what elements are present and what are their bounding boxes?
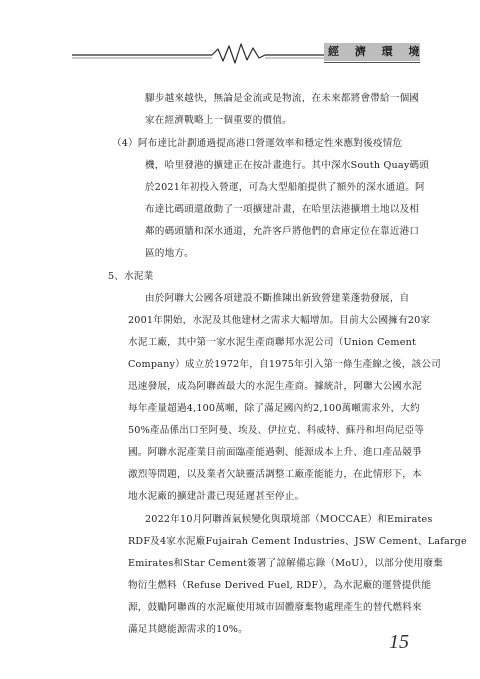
text-line: 迅速發展，成為阿聯酋最大的水泥生產商。據統計，阿聯大公國水泥	[128, 381, 422, 392]
text-line: 國。阿聯水泥產業目前面臨產能過剩、能源成本上升、進口產品競爭	[128, 447, 422, 458]
text-line: Emirates和Star Cement簽署了諒解備忘錄（MoU），以部分使用廢棄	[128, 558, 443, 569]
text-line: 每年產量超過4,100萬噸，除了滿足國內約2,100萬噸需求外，大約	[128, 403, 420, 414]
text-line: 激烈等問題，以及業者欠缺靈活調整工廠產能能力，在此情形下，本	[128, 469, 422, 480]
text-line: 物衍生燃料（Refuse Derived Fuel, RDF），為水泥廠的運營提供能	[128, 580, 432, 591]
text-line: 布達比碼頭還啟動了一項擴建計畫，在哈里法港擴增土地以及相	[145, 204, 420, 215]
text-line: Company）成立於1972年，自1975年引入第一條生產線之後，該公司	[128, 359, 441, 370]
text-line: 於2021年初投入營運，可為大型船舶提供了額外的深水通道。阿	[145, 182, 425, 193]
header-heartbeat-line	[0, 0, 480, 75]
text-line: 鄰的碼頭牆和深水通道，允許客戶將他們的倉庫定位在靠近港口	[145, 226, 420, 237]
text-line: RDF及4家水泥廠Fujairah Cement Industries、JSW Cement、Lafarge	[128, 536, 467, 547]
text-line: 機，哈里發港的擴建正在按計畫進行。其中深水South Quay碼頭	[145, 160, 430, 171]
page-number: 15	[389, 631, 409, 653]
text-line: 區的地方。	[145, 248, 194, 259]
text-line: 2022年10月阿聯酋氣候變化與環境部（MOCCAE）和Emirates	[145, 514, 433, 525]
page-header	[0, 0, 480, 75]
text-line: 2001年開始，水泥及其他建材之需求大幅增加。目前大公國擁有20家	[128, 315, 431, 326]
text-line: 由於阿聯大公國各項建設不斷推陳出新致營建業蓬勃發展，自	[145, 293, 410, 304]
text-line: 50%產品係出口至阿曼、埃及、伊拉克、科威特、蘇丹和坦尚尼亞等	[128, 425, 425, 436]
text-line: 水泥工廠，其中第一家水泥生產商聯邦水泥公司（Union Cement	[128, 337, 417, 348]
list-item-heading: （4）阿布達比計劃通過提高港口營運效率和穩定性來應對後疫情危	[112, 138, 403, 149]
text-line: 家在經濟戰略上一個重要的價值。	[145, 115, 292, 126]
text-line: 滿足其總能源需求的10%。	[128, 624, 248, 635]
text-line: 源，鼓勵阿聯酋的水泥廠使用城市固體廢棄物處理產生的替代燃料來	[128, 602, 422, 613]
text-line: 腳步越來越快，無論是金流或是物流，在未來都將會帶給一個國	[145, 93, 420, 104]
section-title: 經 濟 環 境	[328, 45, 426, 58]
text-line: 地水泥廠的擴建計畫已現延遲甚至停止。	[128, 491, 305, 502]
section-heading: 5、水泥業	[108, 271, 154, 282]
